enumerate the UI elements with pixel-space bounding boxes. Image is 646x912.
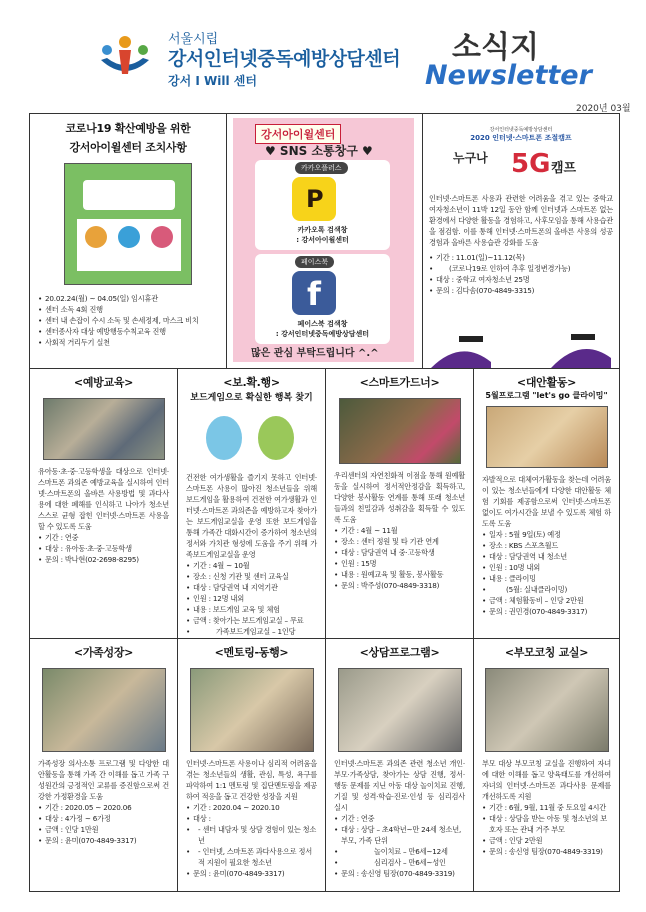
- section-title: <대안활동>: [516, 376, 577, 389]
- section-desc: 인터넷·스마트폰 과의존 관련 청소년 개인·부모·가족상담, 찾아가는 상담 진행, 정서·행동 문제를 지닌 아동 대상 놀이치료 진행, 기질 및 성격·학습·진로·인성 등 심리검사 실시: [334, 759, 465, 812]
- list-item: • 내용 : 클라이밍: [482, 573, 611, 584]
- section-list: [38, 802, 169, 846]
- notice-list: [38, 293, 218, 348]
- newsletter-title-kr: 소식지: [452, 30, 539, 65]
- section-title: <멘토링-동행>: [214, 646, 289, 659]
- notice-title-2: 강서아이윌센터 조치사항: [69, 141, 187, 154]
- climbing-photo: [486, 406, 608, 468]
- section-list: [334, 813, 465, 879]
- kakao-text-2: : 강서아이윌센터: [296, 236, 349, 244]
- section-list: [334, 525, 465, 591]
- center-logo-icon: [95, 34, 155, 86]
- notice-item: • 센터 내 손잡이 수시 소독 및 손세정제, 마스크 비치: [38, 315, 218, 326]
- org-subtitle-2: 강서 I Will 센터: [168, 74, 257, 88]
- list-item: • 대상 : 4가정 ~ 6가정: [38, 813, 169, 824]
- kakao-text: 카카오톡 검색창: [297, 226, 348, 234]
- list-item: • 놀이치료 – 만6세~12세: [334, 846, 465, 857]
- issue-date: 2020년 03월: [576, 104, 631, 114]
- org-title: 강서인터넷중독예방상담센터: [168, 48, 401, 70]
- boardgame-section: [178, 369, 326, 638]
- parent-coaching-photo: [485, 668, 609, 752]
- list-item: • 문의 : 권민경(070-4849-3317): [482, 606, 611, 617]
- section-desc: 자발적으로 대체여가활동을 찾는데 어려움이 있는 청소년들에게 다양한 대안활동 체험 기회를 제공함으로써 인터넷·스마트폰 없이도 여가시간을 보낼 수 있도록 체험 하도록 도움: [482, 475, 611, 528]
- counseling-section: [326, 639, 474, 891]
- content-grid: [29, 113, 620, 892]
- section-title: <부모코칭 교실>: [504, 646, 589, 659]
- row-middle: [30, 369, 619, 639]
- mentoring-section: [178, 639, 326, 891]
- list-item: • 문의 : 송신영 팀장(070-4849-3319): [482, 846, 611, 857]
- camp-section: [423, 114, 619, 368]
- facebook-text-2: : 강서인터넷중독예방상담센터: [275, 330, 370, 338]
- section-desc: 가족성장 의사소통 프로그램 및 다양한 대안활동을 통해 가족 간 이해를 돕고 가족 구성원간의 긍정적인 교류를 증진함으로써 건강한 가정환경을 도움: [38, 759, 169, 801]
- section-desc: 유아동·초·중·고등학생을 대상으로 인터넷·스마트폰 과의존 예방교육을 실시하여 인터넷·스마트폰의 올바른 사용방법 및 과다사용에 대한 폐해를 인식하고 나아가 청소년 스스로 균형 잡힌 인터넷·스마트폰 사용을 할 수 있도록 도움: [38, 467, 169, 531]
- row-top: [30, 114, 619, 369]
- list-item: • - 인터넷, 스마트폰 과다사용으로 정서적 지원이 필요한 청소년: [186, 846, 317, 868]
- camp-item: • 문의 : 김다솜(070-4849-3315): [429, 285, 613, 296]
- list-item: • 기간 : 4월 ~ 11월: [334, 525, 465, 536]
- section-title: <스마트가드너>: [359, 376, 440, 389]
- family-section: [30, 639, 178, 891]
- list-item: • 문의 : 윤미(070-4849-3317): [38, 835, 169, 846]
- section-title: <예방교육>: [73, 376, 134, 389]
- section-list: [186, 802, 317, 879]
- section-list: [38, 532, 169, 565]
- camp-item: • (코로나19로 인하여 추후 일정변경가능): [429, 263, 613, 274]
- list-item: • 기간 : 연중: [334, 813, 465, 824]
- parent-coaching-section: [474, 639, 619, 891]
- camp-desc: 인터넷·스마트폰 사용과 관련한 어려움을 겪고 있는 중학교 여자청소년이 11박 12일 동안 함께 인터넷과 스마트폰 없는 환경에서 다양한 활동을 경험하고, 사후모임을 통해 사용습관을 점검함. 이를 통해 인터넷·스마트폰의 올바른 사용의 성공경험과 올바른 사용습관 강화를 도움: [429, 194, 613, 247]
- sns-tag: 강서아이윌센터: [255, 124, 341, 144]
- list-item: • 대상 : 담당권역 내 지역기관: [186, 582, 317, 593]
- list-item: • - 센터 내담자 및 상담 경험이 있는 청소년: [186, 824, 317, 846]
- prevention-section: [30, 369, 178, 638]
- list-item: • 대상 :: [186, 813, 317, 824]
- facebook-text: 페이스북 검색창: [297, 320, 348, 328]
- section-list: [482, 529, 611, 617]
- list-item: • 가족보드게임교실 – 1인당: [186, 626, 317, 638]
- org-subtitle: 서울시립: [168, 32, 219, 47]
- camp-camp: 캠프: [551, 161, 577, 176]
- section-title: <상담프로그램>: [359, 646, 440, 659]
- camp-head: 2020 인터넷·스마트폰 조절캠프: [470, 134, 572, 142]
- newsletter-title-en: Newsletter: [425, 60, 592, 91]
- facebook-icon: f: [292, 271, 336, 315]
- prevention-photo: [43, 398, 165, 460]
- sns-section: [227, 114, 423, 368]
- list-item: • 내용 : 보드게임 교육 및 체험: [186, 604, 317, 615]
- row-bottom: [30, 639, 619, 891]
- sns-bottom-text: 많은 관심 부탁드립니다 ^.^: [251, 348, 379, 359]
- graduation-illustration: [431, 332, 611, 368]
- list-item: • 기간 : 2020.05 ~ 2020.06: [38, 802, 169, 813]
- camp-item: • 대상 : 중학교 여자청소년 25명: [429, 274, 613, 285]
- list-item: • 기간 : 6월, 9월, 11월 중 토요일 4시간: [482, 802, 611, 813]
- mentoring-photo: [190, 668, 314, 752]
- list-item: • 기간 : 연중: [38, 532, 169, 543]
- facebook-box: [255, 254, 390, 344]
- list-item: • 금액 : 인당 2만원: [482, 835, 611, 846]
- sns-heading: ♥ SNS 소통창구 ♥: [265, 144, 373, 158]
- camp-list: [429, 252, 613, 296]
- section-title: <보.확.행>: [223, 376, 280, 389]
- camp-small: 강서인터넷중독예방상담센터: [489, 127, 553, 133]
- list-item: • 장소 : 신청 기관 및 센터 교육실: [186, 571, 317, 582]
- camp-title: 누구나: [453, 151, 488, 165]
- kakao-label: 카카오플러스: [295, 162, 348, 174]
- list-item: • 기간 : 2020.04 ~ 2020.10: [186, 802, 317, 813]
- section-subtitle: 보드게임으로 확실한 행복 찾기: [190, 393, 313, 403]
- gardener-section: [326, 369, 474, 638]
- list-item: • 대상 : 상담을 받는 아동 및 청소년의 보호자 또는 관내 거주 부모: [482, 813, 611, 835]
- notice-item: • 20.02.24(월) ~ 04.05(일) 임시휴관: [38, 293, 218, 304]
- camp-item: • 기간 : 11.01(일)~11.12(목): [429, 252, 613, 263]
- list-item: • 내용 : 원예교육 및 활동, 봉사활동: [334, 569, 465, 580]
- list-item: • 장소 : 센터 정원 및 타 기관 연계: [334, 536, 465, 547]
- list-item: • 대상 : 유아동·초·중·고등학생: [38, 543, 169, 554]
- kakao-box: [255, 160, 390, 250]
- section-list: [482, 802, 611, 857]
- section-desc: 건전한 여가생활을 즐기지 못하고 인터넷·스마트폰 사용이 많아진 청소년들을 위해 보드게임을 활용하여 건전한 여가생활과 인터넷·스마트폰 과의존을 예방하고자 찾아가는 보드게임교실을 운영 또한 보드게임을 통해 가족간 대화시간이 증가하여 청소년의 정서와 가치관 형성에 도움을 주기 위해 가족보드게임교실을 운영: [186, 473, 317, 559]
- list-item: • 대상 : 담당권역 내 중·고등학생: [334, 547, 465, 558]
- gardener-photo: [339, 398, 461, 464]
- list-item: • 금액 : 찾아가는 보드게임교실 – 무료: [186, 615, 317, 626]
- notice-title: 코로나19 확산예방을 위한: [65, 122, 191, 135]
- notice-item: • 센터 소독 4회 진행: [38, 304, 218, 315]
- list-item: • 문의 : 윤미(070-4849-3317): [186, 868, 317, 879]
- list-item: • 기간 : 4월 ~ 10월: [186, 560, 317, 571]
- boardgame-illustration: [192, 408, 312, 466]
- notice-item: • 센터종사자 대상 예방행동수칙교육 진행: [38, 326, 218, 337]
- list-item: • 문의 : 박주성(070-4849-3318): [334, 580, 465, 591]
- section-desc: 부모 대상 부모코칭 교실을 진행하여 자녀에 대한 이해를 돕고 양육태도를 개선하여 자녀의 인터넷·스마트폰 과다사용 문제를 개선하도록 지원: [482, 759, 611, 801]
- list-item: • 문의 : 박나현(02-2698-8295): [38, 554, 169, 565]
- section-desc: 인터넷·스마트폰 사용이나 심리적 어려움을 겪는 청소년들의 생활, 관심, 특성, 욕구를 파악하여 1:1 멘토링 및 집단멘토링을 제공하여 적응을 돕고 건강한 성장을 지원: [186, 759, 317, 801]
- section-list: [186, 560, 317, 638]
- sns-poster: [233, 118, 414, 362]
- alternative-activity-section: [474, 369, 619, 638]
- camp-banner: [423, 143, 619, 189]
- list-item: • (5월: 실내클라이밍): [482, 584, 611, 595]
- list-item: • 심리검사 – 만6세~성인: [334, 857, 465, 868]
- section-title: <가족성장>: [73, 646, 134, 659]
- kakao-plus-icon: P: [292, 177, 336, 221]
- notice-section: [30, 114, 227, 368]
- list-item: • 인원 : 12명 내외: [186, 593, 317, 604]
- facebook-label: 페이스북: [295, 256, 334, 268]
- list-item: • 금액 : 인당 1만원: [38, 824, 169, 835]
- list-item: • 인원 : 15명: [334, 558, 465, 569]
- counseling-photo: [338, 668, 462, 752]
- section-desc: 우리센터의 자연친화적 이점을 통해 원예활동을 실시하여 정서적안정감을 획득하고, 다양한 봉사활동 연계를 통해 또래 청소년들과의 친밀감과 성취감을 획득할 수 있도록 도움: [334, 471, 465, 524]
- notice-poster: [64, 163, 192, 285]
- family-photo: [42, 668, 166, 752]
- list-item: • 금액 : 체험활동비 – 인당 2만원: [482, 595, 611, 606]
- list-item: • 일자 : 5월 9일(토) 예정: [482, 529, 611, 540]
- list-item: • 대상 : 상담 – 초4학년~만 24세 청소년, 부모, 가족 단위: [334, 824, 465, 846]
- notice-item: • 사회적 거리두기 실천: [38, 337, 218, 348]
- camp-5g: 5G: [511, 149, 551, 179]
- list-item: • 인원 : 10명 내외: [482, 562, 611, 573]
- section-subtitle: 5월프로그램 "let's go 클라이밍": [485, 391, 608, 400]
- list-item: • 장소 : KBS 스포츠월드: [482, 540, 611, 551]
- list-item: • 문의 : 송신영 팀장(070-4849-3319): [334, 868, 465, 879]
- list-item: • 대상 : 담당권역 내 청소년: [482, 551, 611, 562]
